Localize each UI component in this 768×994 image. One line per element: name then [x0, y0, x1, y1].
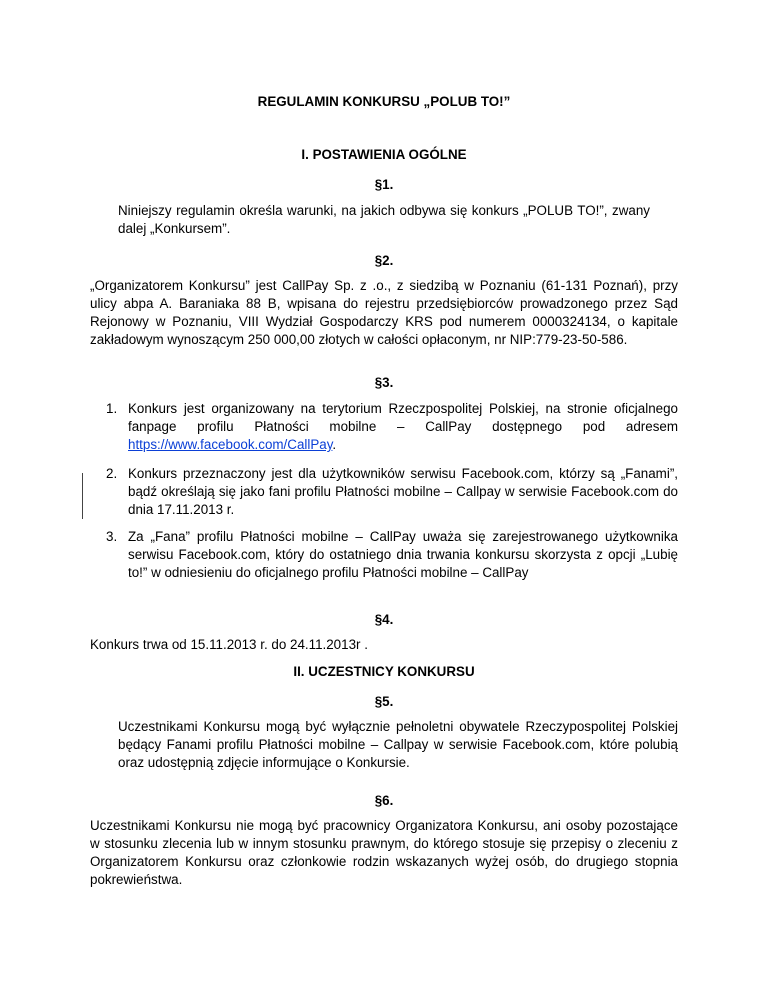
- section-heading-5: §5.: [374, 694, 394, 709]
- chapter-heading-2: II. UCZESTNICY KONKURSU: [293, 664, 475, 679]
- list-item-2-number: 2.: [106, 466, 118, 481]
- revision-change-bar: [82, 473, 83, 519]
- document-title: REGULAMIN KONKURSU „POLUB TO!”: [257, 94, 511, 109]
- facebook-link[interactable]: https://www.facebook.com/CallPay: [128, 437, 333, 452]
- list-item-1: [128, 400, 678, 454]
- section-4-text: Konkurs trwa od 15.11.2013 r. do 24.11.2013r .: [90, 637, 368, 652]
- section-heading-4: §4.: [374, 612, 394, 627]
- list-item-3-number: 3.: [106, 529, 118, 544]
- section-heading-3: §3.: [374, 375, 394, 390]
- section-heading-6: §6.: [374, 793, 394, 808]
- section-heading-1: §1.: [374, 177, 394, 192]
- section-1-text: Niniejszy regulamin określa warunki, na jakich odbywa się konkurs „POLUB TO!”, zwany dalej „Konkursem”.: [118, 203, 650, 236]
- list-item-2: Konkurs przeznaczony jest dla użytkowników serwisu Facebook.com, którzy są „Fanami”, bądź określają się jako fani profilu Płatności mobilne – Callpay w serwisie Facebook.com do dnia 17.11.2013 r.: [128, 466, 678, 517]
- list-item-1-tail: .: [332, 437, 337, 452]
- list-item-3: Za „Fana” profilu Płatności mobilne – CallPay uważa się zarejestrowanego użytkownika serwisu Facebook.com, który do ostatniego dnia trwania konkursu skorzysta z opcji „Lubię to!” w odniesieniu do oficjalnego profilu Płatności mobilne – CallPay: [128, 529, 678, 580]
- list-item-1-number: 1.: [106, 401, 118, 416]
- section-2-text: „Organizatorem Konkursu” jest CallPay Sp. z .o., z siedzibą w Poznaniu (61-131 Poznań), przy ulicy abpa A. Baraniaka 88 B, wpisana do rejestru przedsiębiorców prowadzonego przez Sąd Rejonowy w Poznaniu, VIII Wydział Gospodarczy KRS pod numerem 0000324134, o kapitale zakładowym wynoszącym 250 000,00 złotych w całości opłaconym, nr NIP:779-23-50-586.: [90, 278, 678, 347]
- section-5-text: Uczestnikami Konkursu mogą być wyłącznie pełnoletni obywatele Rzeczypospolitej Polskiej będący Fanami profilu Płatności mobilne – Callpay w serwisie Facebook.com, które polubią oraz udostępnią zdjęcie informujące o Konkursie.: [118, 719, 678, 770]
- section-heading-2: §2.: [374, 253, 394, 268]
- section-6-text: Uczestnikami Konkursu nie mogą być pracownicy Organizatora Konkursu, ani osoby pozostające w stosunku zlecenia lub w innym stosunku prawnym, do którego stosuje się przepisy o zleceniu z Organizatorem Konkursu oraz członkowie rodzin wskazanych wyżej osób, do drugiego stopnia pokrewieństwa.: [90, 818, 678, 887]
- chapter-heading-1: I. POSTAWIENIA OGÓLNE: [301, 147, 467, 162]
- list-item-1-text: Konkurs jest organizowany na terytorium Rzeczpospolitej Polskiej, na stronie oficjalnego fanpage profilu Płatności mobilne – CallPay dostępnego pod adresem: [128, 401, 678, 434]
